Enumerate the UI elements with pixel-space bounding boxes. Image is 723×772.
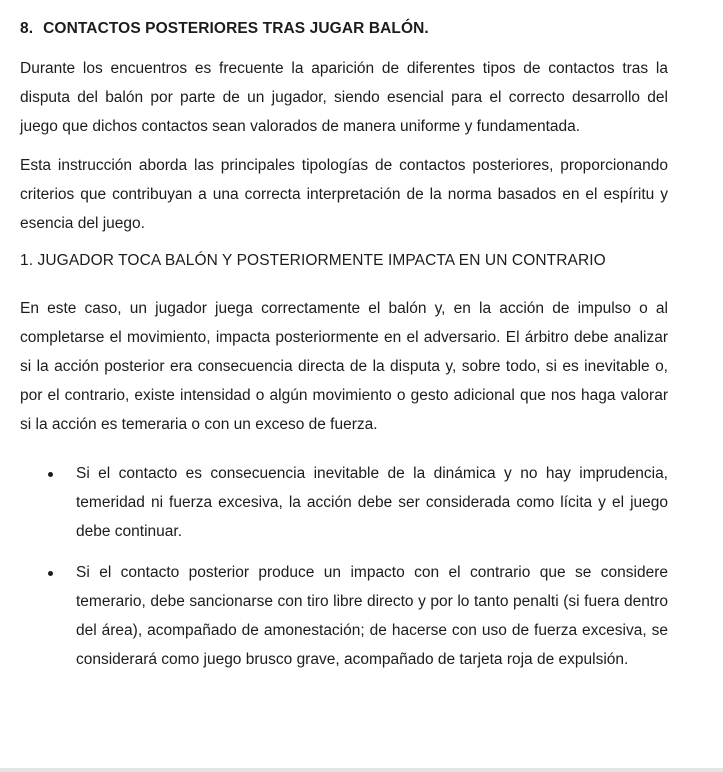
page-bottom-edge <box>0 768 723 772</box>
bullet-icon <box>48 571 53 576</box>
list-item-text: Si el contacto es consecuencia inevitable de la dinámica y no hay imprudencia, temeridad ni fuerza excesiva, la acción debe ser considerada como lícita y el juego debe continuar. <box>76 465 668 540</box>
list-item <box>20 558 668 674</box>
bullet-icon <box>48 472 53 477</box>
document-page <box>20 14 668 686</box>
list-item-text: Si el contacto posterior produce un impacto con el contrario que se considere temerario, debe sancionarse con tiro libre directo y por lo tanto penalti (si fuera dentro del área), acompañado de amonestación; de hacerse con uso de fuerza excesiva, se considerará como juego brusco grave, acompañado de tarjeta roja de expulsión. <box>76 564 668 668</box>
subsection-body: En este caso, un jugador juega correctamente el balón y, en la acción de impulso o al completarse el movimiento, impacta posteriormente en el adversario. El árbitro debe analizar si la acción posterior era consecuencia directa de la disputa y, sobre todo, si es inevitable o, por el contrario, existe intensidad o algún movimiento o gesto adicional que nos haga valorar si la acción es temeraria o con un exceso de fuerza. <box>20 300 668 433</box>
section-heading <box>20 18 668 40</box>
intro-paragraph-1: Durante los encuentros es frecuente la aparición de diferentes tipos de contactos tras la disputa del balón por parte de un jugador, siendo esencial para el correcto desarrollo del juego que dichos contactos sean valorados de manera uniforme y fundamentada. <box>20 60 668 135</box>
section-title: CONTACTOS POSTERIORES TRAS JUGAR BALÓN. <box>43 20 429 37</box>
section-number: 8. <box>20 20 34 37</box>
intro-paragraph-2: Esta instrucción aborda las principales tipologías de contactos posteriores, proporcionando criterios que contribuyan a una correcta interpretación de la norma basados en el espíritu y esencia del juego. <box>20 157 668 232</box>
criteria-list <box>20 459 668 674</box>
subsection-title: 1. JUGADOR TOCA BALÓN Y POSTERIORMENTE IMPACTA EN UN CONTRARIO <box>20 252 606 269</box>
list-item <box>20 459 668 546</box>
